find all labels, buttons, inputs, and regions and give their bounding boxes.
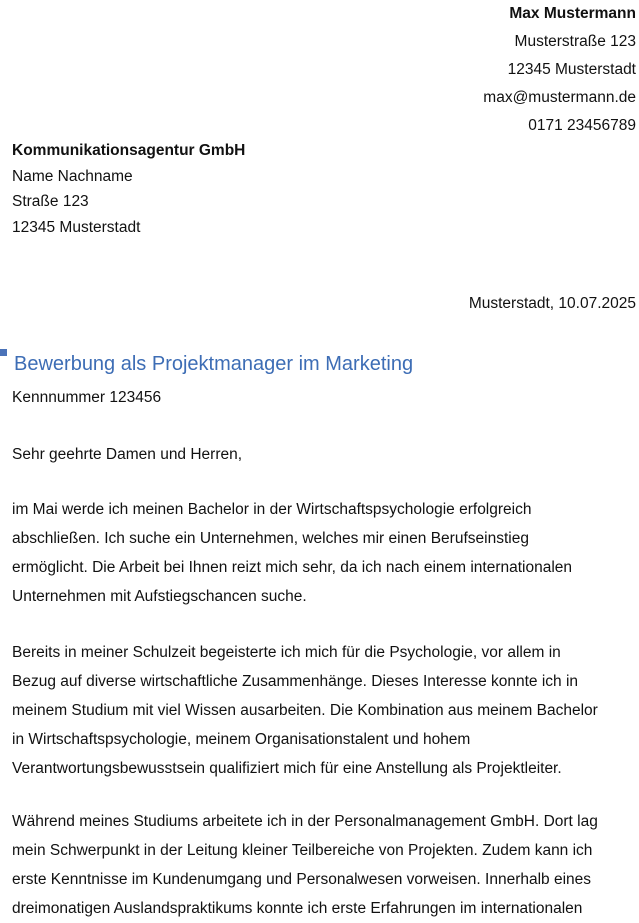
recipient-block: [12, 138, 245, 240]
sender-city: 12345 Musterstadt: [507, 61, 636, 78]
paragraph-2: [12, 638, 636, 783]
subject-heading: Bewerbung als Projektmanager im Marketing: [14, 353, 414, 375]
salutation: Sehr geehrte Damen und Herren,: [12, 446, 243, 463]
heading-marker: [0, 349, 7, 356]
sender-block: [483, 0, 636, 140]
paragraph-line: meinem Studium mit viel Wissen ausarbeiten. Die Kombination aus meinem Bachelor: [12, 702, 598, 719]
reference-number: Kennnummer 123456: [12, 389, 162, 406]
paragraph-line: im Mai werde ich meinen Bachelor in der Wirtschaftspsychologie erfolgreich: [12, 501, 532, 518]
paragraph-line: mein Schwerpunkt in der Leitung kleiner Teilbereiche von Projekten. Zudem kann ich: [12, 842, 593, 859]
paragraph-line: dreimonatigen Auslandspraktikums konnte ich erste Erfahrungen im internationalen: [12, 900, 583, 917]
paragraph-line: Bereits in meiner Schulzeit begeisterte ich mich für die Psychologie, vor allem in: [12, 644, 561, 661]
recipient-company: Kommunikationsagentur GmbH: [12, 142, 246, 159]
sender-email: max@mustermann.de: [483, 89, 636, 106]
paragraph-line: Verantwortungsbewusstsein qualifiziert mich für eine Anstellung als Projektleiter.: [12, 760, 562, 777]
paragraph-line: erste Kenntnisse im Kundenumgang und Personalwesen vorweisen. Innerhalb eines: [12, 871, 592, 888]
paragraph-line: Bezug auf diverse wirtschaftliche Zusammenhänge. Dieses Interesse konnte ich in: [12, 673, 579, 690]
paragraph-3: [12, 807, 636, 923]
letter-date: Musterstadt, 10.07.2025: [468, 295, 636, 312]
sender-name: Max Mustermann: [509, 5, 636, 22]
paragraph-line: ermöglicht. Die Arbeit bei Ihnen reizt mich sehr, da ich nach einem internationalen: [12, 559, 573, 576]
paragraph-line: in Wirtschaftspsychologie, meinem Organisationstalent und hohem: [12, 731, 471, 748]
paragraph-line: abschließen. Ich suche ein Unternehmen, welches mir einen Berufseinstieg: [12, 530, 529, 547]
recipient-street: Straße 123: [12, 193, 89, 210]
sender-phone: 0171 23456789: [528, 117, 636, 134]
paragraph-1: [12, 495, 636, 611]
paragraph-line: Während meines Studiums arbeitete ich in der Personalmanagement GmbH. Dort lag: [12, 813, 598, 830]
recipient-city: 12345 Musterstadt: [12, 218, 141, 236]
paragraph-line: Unternehmen mit Aufstiegschancen suche.: [12, 588, 307, 605]
recipient-contact: Name Nachname: [12, 167, 133, 185]
sender-street: Musterstraße 123: [514, 33, 636, 50]
